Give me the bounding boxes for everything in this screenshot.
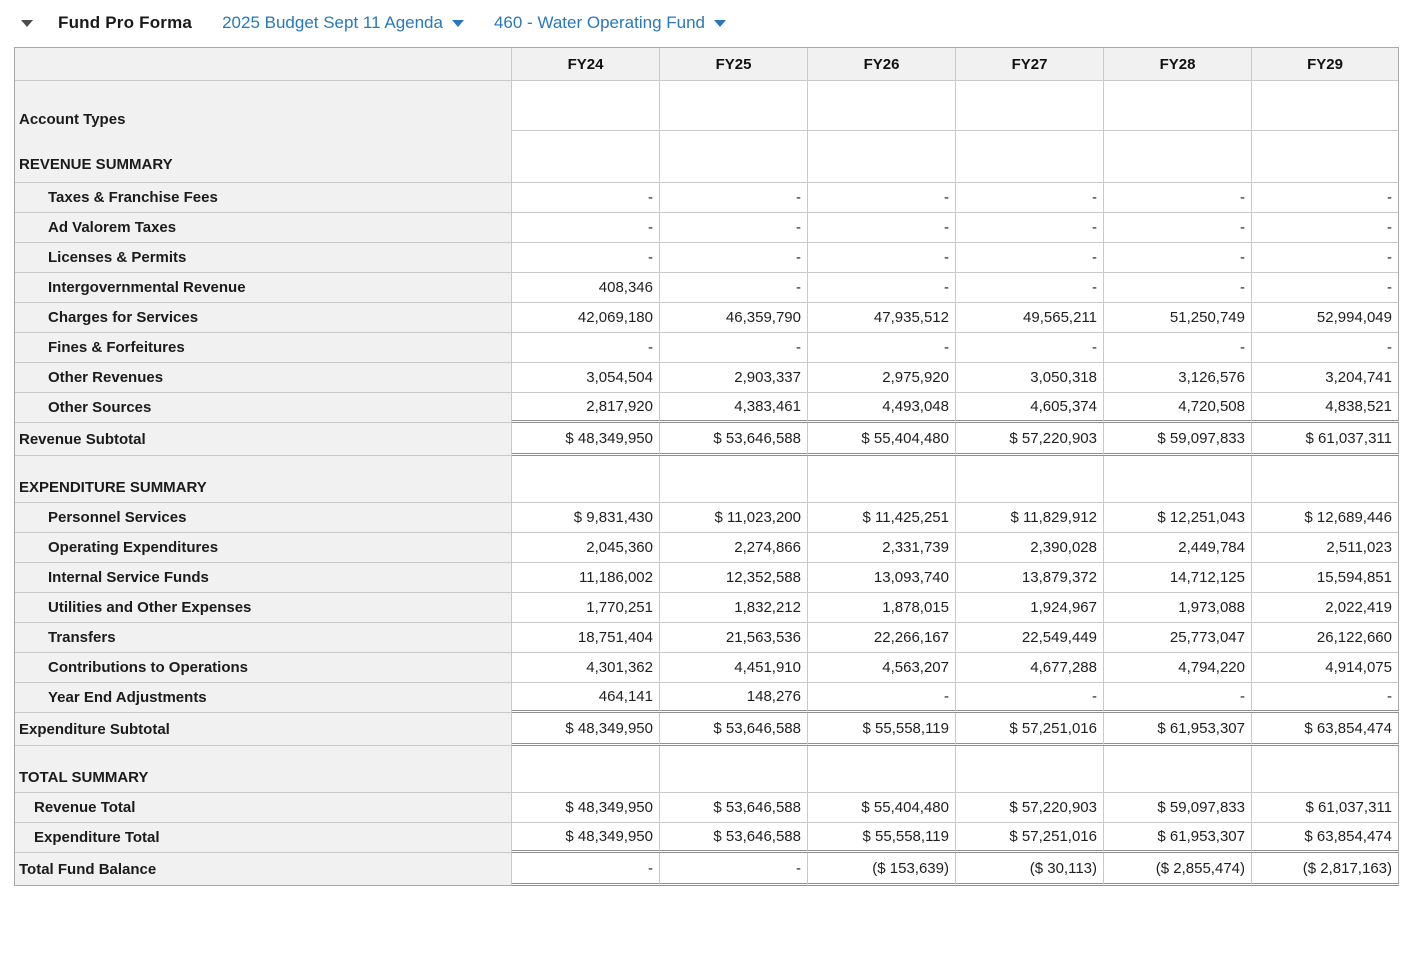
value-cell: $ 55,404,480 bbox=[808, 793, 956, 823]
value-cell: $ 48,349,950 bbox=[512, 823, 660, 853]
row-label: Other Sources bbox=[15, 393, 512, 423]
table-row bbox=[15, 456, 1399, 503]
value-cell: - bbox=[512, 853, 660, 886]
value-cell: $ 61,953,307 bbox=[1104, 713, 1252, 746]
value-cell: $ 12,689,446 bbox=[1252, 503, 1399, 533]
value-cell bbox=[660, 131, 808, 183]
row-label: Ad Valorem Taxes bbox=[15, 213, 512, 243]
value-cell: 52,994,049 bbox=[1252, 303, 1399, 333]
value-cell bbox=[808, 81, 956, 131]
row-label: Contributions to Operations bbox=[15, 653, 512, 683]
value-cell: $ 9,831,430 bbox=[512, 503, 660, 533]
value-cell: - bbox=[512, 243, 660, 273]
value-cell: 2,331,739 bbox=[808, 533, 956, 563]
value-cell: $ 11,829,912 bbox=[956, 503, 1104, 533]
row-label: Internal Service Funds bbox=[15, 563, 512, 593]
table-row bbox=[15, 183, 1399, 213]
value-cell: - bbox=[808, 243, 956, 273]
value-cell: - bbox=[512, 333, 660, 363]
value-cell: 14,712,125 bbox=[1104, 563, 1252, 593]
value-cell: $ 61,037,311 bbox=[1252, 793, 1399, 823]
value-cell bbox=[808, 456, 956, 503]
table-row bbox=[15, 533, 1399, 563]
value-cell: 1,770,251 bbox=[512, 593, 660, 623]
value-cell: $ 53,646,588 bbox=[660, 713, 808, 746]
value-cell: 2,045,360 bbox=[512, 533, 660, 563]
value-cell: $ 63,854,474 bbox=[1252, 713, 1399, 746]
value-cell bbox=[1252, 81, 1399, 131]
row-label: Revenue Total bbox=[15, 793, 512, 823]
value-cell: - bbox=[1104, 273, 1252, 303]
value-cell: - bbox=[956, 333, 1104, 363]
value-cell: $ 55,404,480 bbox=[808, 423, 956, 456]
chevron-down-icon bbox=[714, 20, 726, 27]
toolbar bbox=[0, 0, 1413, 36]
value-cell bbox=[808, 131, 956, 183]
table-row bbox=[15, 746, 1399, 793]
value-cell: 2,390,028 bbox=[956, 533, 1104, 563]
value-cell: 3,126,576 bbox=[1104, 363, 1252, 393]
value-cell bbox=[1104, 456, 1252, 503]
value-cell: - bbox=[660, 213, 808, 243]
value-cell: 22,266,167 bbox=[808, 623, 956, 653]
value-cell: 1,832,212 bbox=[660, 593, 808, 623]
value-cell: 4,677,288 bbox=[956, 653, 1104, 683]
value-cell: 21,563,536 bbox=[660, 623, 808, 653]
value-cell: 26,122,660 bbox=[1252, 623, 1399, 653]
value-cell: 18,751,404 bbox=[512, 623, 660, 653]
value-cell bbox=[956, 456, 1104, 503]
value-cell: $ 11,425,251 bbox=[808, 503, 956, 533]
value-cell: $ 53,646,588 bbox=[660, 793, 808, 823]
value-cell: 46,359,790 bbox=[660, 303, 808, 333]
column-header-fy28: FY28 bbox=[1104, 48, 1252, 81]
value-cell: - bbox=[660, 183, 808, 213]
value-cell: - bbox=[1104, 243, 1252, 273]
value-cell: - bbox=[1252, 213, 1399, 243]
fund-pro-forma-table-container bbox=[14, 47, 1413, 886]
table-row bbox=[15, 653, 1399, 683]
budget-agenda-dropdown-label: 2025 Budget Sept 11 Agenda bbox=[222, 13, 443, 32]
row-label: Total Fund Balance bbox=[15, 853, 512, 886]
value-cell: 25,773,047 bbox=[1104, 623, 1252, 653]
chevron-down-icon bbox=[452, 20, 464, 27]
value-cell: $ 57,220,903 bbox=[956, 793, 1104, 823]
table-row bbox=[15, 683, 1399, 713]
column-header-fy29: FY29 bbox=[1252, 48, 1399, 81]
value-cell: - bbox=[808, 273, 956, 303]
table-row bbox=[15, 853, 1399, 886]
value-cell: ($ 153,639) bbox=[808, 853, 956, 886]
value-cell: $ 57,220,903 bbox=[956, 423, 1104, 456]
value-cell: $ 59,097,833 bbox=[1104, 793, 1252, 823]
value-cell bbox=[1252, 131, 1399, 183]
value-cell bbox=[1104, 81, 1252, 131]
value-cell: - bbox=[808, 213, 956, 243]
value-cell bbox=[660, 456, 808, 503]
row-label: Taxes & Franchise Fees bbox=[15, 183, 512, 213]
value-cell: - bbox=[808, 183, 956, 213]
row-label: Year End Adjustments bbox=[15, 683, 512, 713]
value-cell: - bbox=[956, 273, 1104, 303]
value-cell: 4,914,075 bbox=[1252, 653, 1399, 683]
table-row bbox=[15, 363, 1399, 393]
row-label: EXPENDITURE SUMMARY bbox=[15, 456, 512, 503]
value-cell bbox=[512, 746, 660, 793]
value-cell: 4,563,207 bbox=[808, 653, 956, 683]
value-cell: - bbox=[1104, 333, 1252, 363]
table-row bbox=[15, 213, 1399, 243]
value-cell: 1,924,967 bbox=[956, 593, 1104, 623]
value-cell: - bbox=[1104, 183, 1252, 213]
table-header-row bbox=[15, 48, 1399, 81]
table-row bbox=[15, 333, 1399, 363]
value-cell: - bbox=[1252, 273, 1399, 303]
value-cell: 15,594,851 bbox=[1252, 563, 1399, 593]
value-cell: 49,565,211 bbox=[956, 303, 1104, 333]
value-cell: $ 48,349,950 bbox=[512, 793, 660, 823]
row-label: Fines & Forfeitures bbox=[15, 333, 512, 363]
column-header-fy24: FY24 bbox=[512, 48, 660, 81]
table-row bbox=[15, 593, 1399, 623]
fund-dropdown[interactable] bbox=[494, 13, 726, 33]
row-label: Expenditure Total bbox=[15, 823, 512, 853]
value-cell: - bbox=[512, 213, 660, 243]
value-cell: 2,817,920 bbox=[512, 393, 660, 423]
value-cell bbox=[512, 456, 660, 503]
value-cell: - bbox=[660, 853, 808, 886]
value-cell: 2,903,337 bbox=[660, 363, 808, 393]
value-cell: $ 53,646,588 bbox=[660, 423, 808, 456]
page-title: Fund Pro Forma bbox=[58, 13, 193, 32]
value-cell: 408,346 bbox=[512, 273, 660, 303]
value-cell: $ 53,646,588 bbox=[660, 823, 808, 853]
value-cell: - bbox=[1104, 213, 1252, 243]
value-cell: 3,054,504 bbox=[512, 363, 660, 393]
value-cell: 1,878,015 bbox=[808, 593, 956, 623]
value-cell bbox=[512, 131, 660, 183]
value-cell bbox=[512, 81, 660, 131]
table-row bbox=[15, 623, 1399, 653]
value-cell: 148,276 bbox=[660, 683, 808, 713]
value-cell: 2,449,784 bbox=[1104, 533, 1252, 563]
table-row bbox=[15, 81, 1399, 131]
value-cell: ($ 2,817,163) bbox=[1252, 853, 1399, 886]
value-cell bbox=[1252, 746, 1399, 793]
table-row bbox=[15, 503, 1399, 533]
value-cell: $ 55,558,119 bbox=[808, 713, 956, 746]
row-label: TOTAL SUMMARY bbox=[15, 746, 512, 793]
table-row bbox=[15, 793, 1399, 823]
value-cell: 4,605,374 bbox=[956, 393, 1104, 423]
value-cell: 4,383,461 bbox=[660, 393, 808, 423]
table-row bbox=[15, 423, 1399, 456]
row-label: Account Types bbox=[15, 81, 512, 131]
value-cell: $ 55,558,119 bbox=[808, 823, 956, 853]
value-cell: 22,549,449 bbox=[956, 623, 1104, 653]
value-cell: $ 48,349,950 bbox=[512, 713, 660, 746]
value-cell: $ 57,251,016 bbox=[956, 713, 1104, 746]
value-cell: - bbox=[956, 213, 1104, 243]
value-cell: - bbox=[512, 183, 660, 213]
value-cell: 4,838,521 bbox=[1252, 393, 1399, 423]
value-cell: 3,204,741 bbox=[1252, 363, 1399, 393]
value-cell: 2,022,419 bbox=[1252, 593, 1399, 623]
value-cell: 4,720,508 bbox=[1104, 393, 1252, 423]
value-cell: 13,879,372 bbox=[956, 563, 1104, 593]
table-row bbox=[15, 393, 1399, 423]
table-row bbox=[15, 823, 1399, 853]
table-row bbox=[15, 273, 1399, 303]
value-cell: 12,352,588 bbox=[660, 563, 808, 593]
row-label: Licenses & Permits bbox=[15, 243, 512, 273]
value-cell: - bbox=[660, 273, 808, 303]
value-cell bbox=[1104, 131, 1252, 183]
value-cell: $ 59,097,833 bbox=[1104, 423, 1252, 456]
value-cell: ($ 30,113) bbox=[956, 853, 1104, 886]
value-cell: 2,975,920 bbox=[808, 363, 956, 393]
value-cell bbox=[1104, 746, 1252, 793]
column-header-fy25: FY25 bbox=[660, 48, 808, 81]
value-cell: - bbox=[956, 243, 1104, 273]
value-cell: 4,794,220 bbox=[1104, 653, 1252, 683]
value-cell: 464,141 bbox=[512, 683, 660, 713]
value-cell: - bbox=[660, 333, 808, 363]
value-cell: - bbox=[1252, 183, 1399, 213]
column-header-fy26: FY26 bbox=[808, 48, 956, 81]
value-cell: - bbox=[808, 333, 956, 363]
value-cell: $ 63,854,474 bbox=[1252, 823, 1399, 853]
header-corner-cell bbox=[15, 48, 512, 81]
value-cell: 2,274,866 bbox=[660, 533, 808, 563]
row-label: Personnel Services bbox=[15, 503, 512, 533]
value-cell: - bbox=[956, 683, 1104, 713]
value-cell bbox=[956, 131, 1104, 183]
value-cell: 11,186,002 bbox=[512, 563, 660, 593]
table-row bbox=[15, 713, 1399, 746]
value-cell: $ 61,037,311 bbox=[1252, 423, 1399, 456]
value-cell: 51,250,749 bbox=[1104, 303, 1252, 333]
value-cell: - bbox=[1104, 683, 1252, 713]
value-cell: $ 57,251,016 bbox=[956, 823, 1104, 853]
row-label: Intergovernmental Revenue bbox=[15, 273, 512, 303]
row-label: Charges for Services bbox=[15, 303, 512, 333]
value-cell: - bbox=[1252, 683, 1399, 713]
column-header-fy27: FY27 bbox=[956, 48, 1104, 81]
value-cell: - bbox=[808, 683, 956, 713]
value-cell: - bbox=[956, 183, 1104, 213]
table-row bbox=[15, 563, 1399, 593]
value-cell: 42,069,180 bbox=[512, 303, 660, 333]
value-cell: 2,511,023 bbox=[1252, 533, 1399, 563]
value-cell: - bbox=[660, 243, 808, 273]
value-cell: $ 48,349,950 bbox=[512, 423, 660, 456]
value-cell: 4,493,048 bbox=[808, 393, 956, 423]
table-row bbox=[15, 303, 1399, 333]
value-cell bbox=[1252, 456, 1399, 503]
value-cell: 13,093,740 bbox=[808, 563, 956, 593]
row-label: Operating Expenditures bbox=[15, 533, 512, 563]
value-cell bbox=[660, 746, 808, 793]
collapse-caret-icon[interactable] bbox=[21, 20, 33, 27]
row-label: Utilities and Other Expenses bbox=[15, 593, 512, 623]
table-row bbox=[15, 131, 1399, 183]
value-cell: $ 11,023,200 bbox=[660, 503, 808, 533]
value-cell: 3,050,318 bbox=[956, 363, 1104, 393]
value-cell bbox=[660, 81, 808, 131]
value-cell bbox=[808, 746, 956, 793]
fund-pro-forma-table bbox=[14, 47, 1399, 886]
value-cell: 4,451,910 bbox=[660, 653, 808, 683]
value-cell bbox=[956, 746, 1104, 793]
value-cell bbox=[956, 81, 1104, 131]
value-cell: - bbox=[1252, 243, 1399, 273]
table-row bbox=[15, 243, 1399, 273]
value-cell: $ 61,953,307 bbox=[1104, 823, 1252, 853]
value-cell: $ 12,251,043 bbox=[1104, 503, 1252, 533]
value-cell: 1,973,088 bbox=[1104, 593, 1252, 623]
value-cell: 4,301,362 bbox=[512, 653, 660, 683]
row-label: Expenditure Subtotal bbox=[15, 713, 512, 746]
value-cell: 47,935,512 bbox=[808, 303, 956, 333]
row-label: Revenue Subtotal bbox=[15, 423, 512, 456]
row-label: REVENUE SUMMARY bbox=[15, 131, 512, 183]
value-cell: ($ 2,855,474) bbox=[1104, 853, 1252, 886]
fund-dropdown-label: 460 - Water Operating Fund bbox=[493, 13, 705, 32]
value-cell: - bbox=[1252, 333, 1399, 363]
row-label: Other Revenues bbox=[15, 363, 512, 393]
row-label: Transfers bbox=[15, 623, 512, 653]
budget-agenda-dropdown[interactable] bbox=[222, 13, 464, 33]
